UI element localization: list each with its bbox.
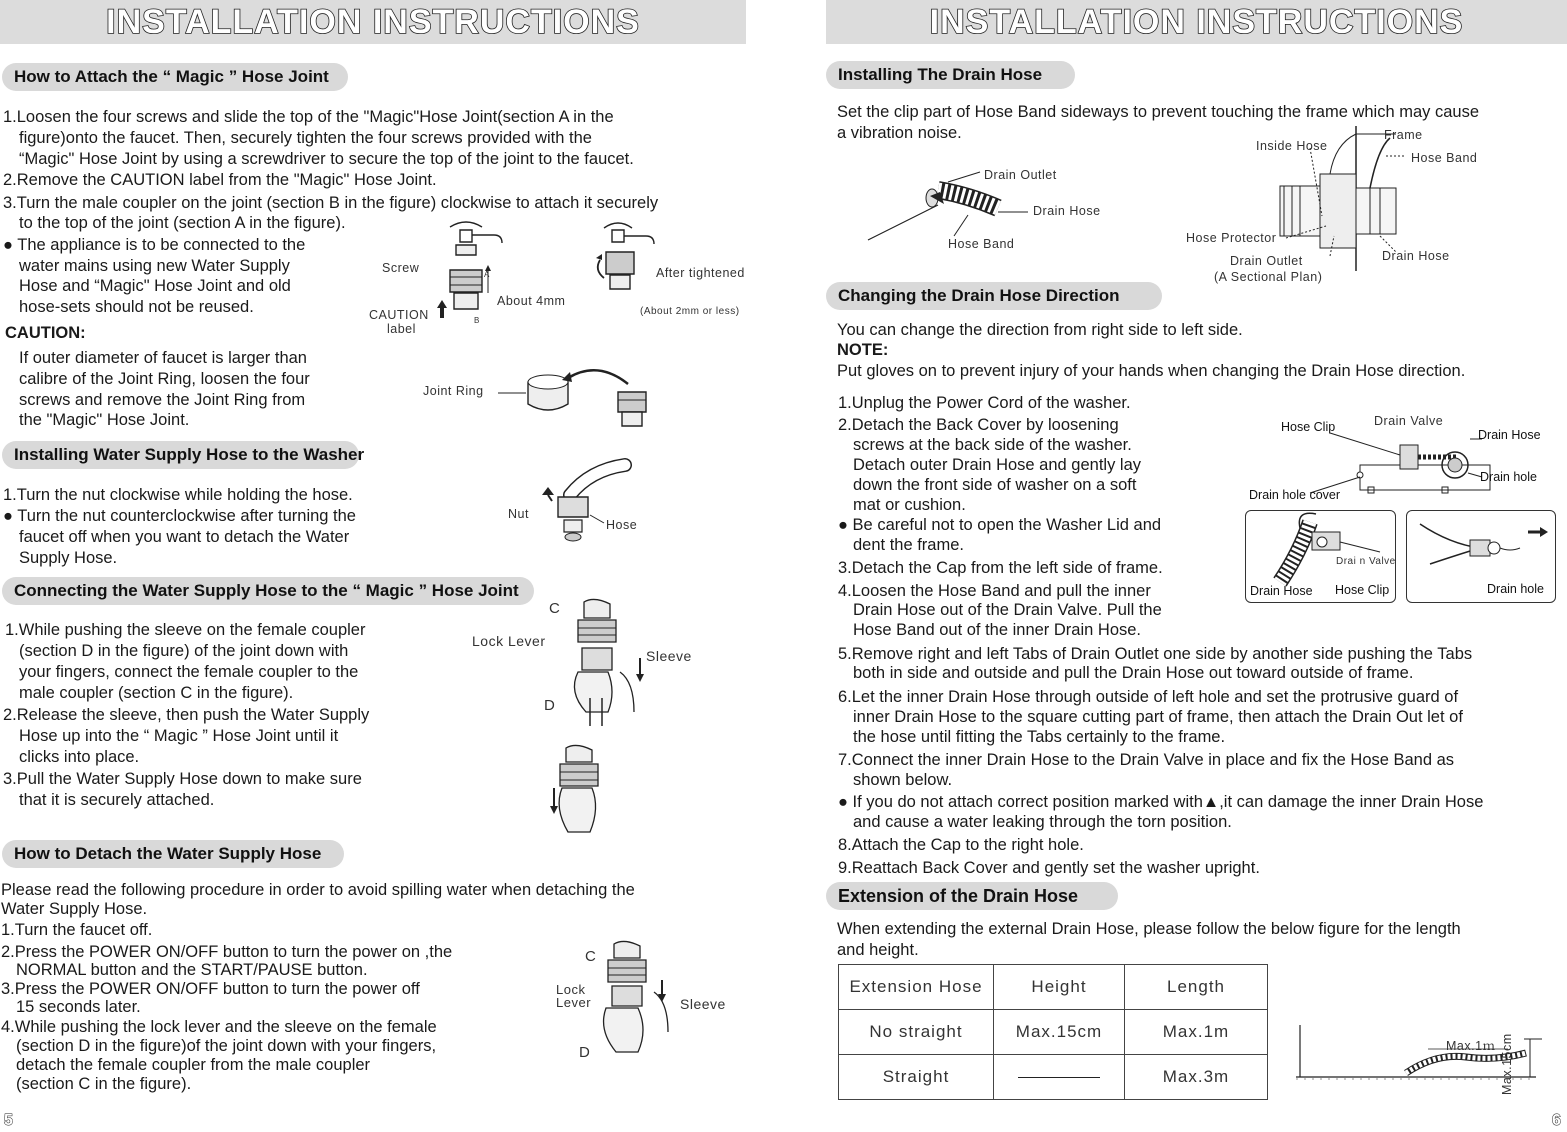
direction-step: 9.Reattach Back Cover and gently set the washer upright. (838, 859, 1260, 877)
up-arrow-icon (437, 300, 447, 318)
detach-lock-label: Lock (556, 982, 586, 997)
attach-line: figure)onto the faucet. Then, securely tighten the four screws provided with the (19, 129, 592, 147)
install-supply-line: Supply Hose. (19, 549, 118, 567)
direction-step: inner Drain Hose to the square cutting part of frame, then attach the Drain Out let of (853, 708, 1463, 726)
joint-ring-label: Joint Ring (423, 384, 484, 398)
attach-bullet: hose-sets should not be reused. (19, 298, 254, 316)
detach-line: (section D in the figure)of the joint down with your fingers, (16, 1037, 437, 1055)
extension-height-illustration (1296, 1025, 1556, 1095)
direction-step: 1.Unplug the Power Cord of the washer. (838, 394, 1131, 412)
hose-band-label: Hose Band (948, 237, 1015, 251)
dash-line (1018, 1077, 1100, 1078)
caution-line: screws and remove the Joint Ring from (19, 391, 306, 409)
table-cell-dash (994, 1055, 1125, 1100)
direction-step: 7.Connect the inner Drain Hose to the Drain Valve in place and fix the Hose Band as (838, 751, 1455, 769)
drain-hose-label-3: Drain Hose (1478, 428, 1541, 442)
joint-ring-illustration (498, 362, 658, 432)
attach-line: 3.Turn the male coupler on the joint (section B in the figure) clockwise to attach it securely (3, 194, 659, 212)
about-4mm-label: About 4mm (497, 294, 566, 308)
direction-step: ● Be careful not to open the Washer Lid and (838, 516, 1162, 534)
connect-line: (section D in the figure) of the joint down with (19, 642, 349, 660)
install-supply-line: 1.Turn the nut clockwise while holding the hose. (3, 486, 353, 504)
attach-bullet: Hose and “Magic" Hose Joint and old (19, 277, 291, 295)
left-banner (0, 0, 746, 44)
coupler-pull-illustration (548, 742, 618, 842)
connect-line: that it is securely attached. (19, 791, 215, 809)
direction-step: down the front side of washer on a soft (853, 476, 1137, 494)
install-supply-line: faucet off when you want to detach the Water (19, 528, 350, 546)
right-page-number: 6 (1552, 1112, 1561, 1129)
direction-step: 6.Let the inner Drain Hose through outside of left hole and set the protrusive guard of (838, 688, 1459, 706)
drain-hole-detail-illustration (1410, 514, 1550, 584)
direction-step: both in side and outside and pull the Drain Hose out toward outside of frame. (853, 664, 1414, 682)
direction-step: Hose Band out of the inner Drain Hose. (853, 621, 1142, 639)
coupler-detach-illustration (592, 940, 682, 1060)
direction-step: 3.Detach the Cap from the left side of frame. (838, 559, 1163, 577)
connect-line: 1.While pushing the sleeve on the female coupler (5, 621, 366, 639)
drain-hole-cover-label: Drain hole cover (1249, 488, 1341, 502)
direction-step: 4.Loosen the Hose Band and pull the inner (838, 582, 1151, 600)
detach-line: Please read the following procedure in order to avoid spilling water when detaching the (1, 881, 635, 899)
hose-clip-label-2: Hose Clip (1335, 583, 1390, 597)
attach-line: 2.Remove the CAUTION label from the "Magic" Hose Joint. (3, 171, 437, 189)
section-d-label: D (544, 697, 556, 714)
connect-header: Connecting the Water Supply Hose to the “ Magic ” Hose Joint (2, 577, 534, 605)
max-1m-label: Max.1ｍ (1446, 1039, 1496, 1053)
direction-step: and cause a water leaking through the torn position. (853, 813, 1232, 831)
drain-outlet-label-2: Drain Outlet (1230, 254, 1303, 268)
nut-hose-illustration (530, 455, 640, 550)
left-banner-title: INSTALLATION INSTRUCTIONS (106, 2, 640, 41)
direction-intro: You can change the direction from right side to left side. (837, 321, 1243, 339)
caution-title: CAUTION: (5, 324, 86, 342)
hose-clip-detail-illustration (1250, 512, 1390, 587)
detach-section-d-label: D (579, 1044, 591, 1061)
note-title: NOTE: (837, 341, 889, 359)
attach-line: 1.Loosen the four screws and slide the top of the "Magic"Hose Joint(section A in the (3, 108, 614, 126)
install-supply-header: Installing Water Supply Hose to the Washer (2, 441, 359, 469)
direction-step: 2.Detach the Back Cover by loosening (838, 416, 1119, 434)
caution-line: the "Magic" Hose Joint. (19, 411, 190, 429)
detach-line: Water Supply Hose. (1, 900, 148, 918)
drain-install-line: Set the clip part of Hose Band sideways to prevent touching the frame which may cause (837, 103, 1480, 121)
extension-line: and height. (837, 941, 919, 959)
after-tightened-label: After tightened (656, 266, 745, 280)
drain-hole-label: Drain hole (1480, 470, 1537, 484)
connect-line: male coupler (section C in the figure). (19, 684, 294, 702)
detach-section-c-label: C (585, 948, 597, 965)
caution-label-text: label (387, 322, 416, 336)
table-cell: Max.1m (1125, 1010, 1268, 1055)
sleeve-label: Sleeve (646, 648, 692, 664)
table-header-cell: Length (1125, 965, 1268, 1010)
connect-line: 2.Release the sleeve, then push the Water Supply (3, 706, 370, 724)
caution-line: If outer diameter of faucet is larger than (19, 349, 307, 367)
table-row (839, 1055, 1268, 1100)
drain-install-header: Installing The Drain Hose (826, 61, 1075, 89)
direction-step: dent the frame. (853, 536, 964, 554)
direction-step: screws at the back side of the washer. (853, 436, 1132, 454)
nut-label: Nut (508, 507, 529, 521)
direction-step: Drain Hose out of the Drain Valve. Pull the (853, 601, 1162, 619)
detach-line: 4.While pushing the lock lever and the sleeve on the female (1, 1018, 437, 1036)
lock-lever-label: Lock Lever (472, 633, 546, 649)
hose-label: Hose (606, 518, 638, 532)
direction-step: 5.Remove right and left Tabs of Drain Outlet one side by another side pushing the Tabs (838, 645, 1473, 663)
about-2mm-label: (About 2mm or less) (640, 306, 740, 317)
drain-install-line: a vibration noise. (837, 124, 962, 142)
hose-protector-label: Hose Protector (1186, 231, 1277, 245)
coupler-connect-illustration (560, 598, 650, 728)
attach-line: to the top of the joint (section A in the figure). (19, 214, 346, 232)
install-supply-line: ● Turn the nut counterclockwise after turning the (3, 507, 356, 525)
drain-hole-label-2: Drain hole (1487, 582, 1544, 596)
caution-line: calibre of the Joint Ring, loosen the four (19, 370, 310, 388)
detach-line: detach the female coupler from the male coupler (16, 1056, 371, 1074)
table-row (839, 1010, 1268, 1055)
table-header-cell: Extension Hose (839, 965, 994, 1010)
drain-hose-label-4: Drain Hose (1250, 584, 1313, 598)
drain-hose-label-2: Drain Hose (1382, 249, 1450, 263)
detach-line: (section C in the figure). (16, 1075, 192, 1093)
direction-step: the hose until fitting the Tabs certainly to the frame. (853, 728, 1226, 746)
detach-line: 1.Turn the faucet off. (1, 921, 153, 939)
max-15cm-label: Max.15cm (1500, 1033, 1514, 1095)
direction-step: ● If you do not attach correct position marked with▲,it can damage the inner Drain Hose (838, 793, 1484, 811)
inside-hose-label: Inside Hose (1256, 139, 1328, 153)
drain-valve-label: Drain Valve (1374, 414, 1444, 428)
attach-bullet: ● The appliance is to be connected to the (3, 236, 306, 254)
connect-line: Hose up into the “ Magic ” Hose Joint until it (19, 727, 339, 745)
extension-header: Extension of the Drain Hose (826, 882, 1118, 910)
detach-line: NORMAL button and the START/PAUSE button. (16, 961, 368, 979)
table-cell: No straight (839, 1010, 994, 1055)
detach-header: How to Detach the Water Supply Hose (2, 840, 344, 868)
drain-hose-label: Drain Hose (1033, 204, 1101, 218)
table-header-cell: Height (994, 965, 1125, 1010)
faucet-tightened-illustration (592, 220, 662, 310)
connect-line: clicks into place. (19, 748, 140, 766)
drain-outlet-label: Drain Outlet (984, 168, 1057, 182)
detach-line: 15 seconds later. (16, 998, 141, 1016)
table-cell: Max.15cm (994, 1010, 1125, 1055)
frame-label: Frame (1384, 128, 1423, 142)
detach-lever-label: Lever (556, 995, 592, 1010)
sectional-plan-label: (A Sectional Plan) (1214, 270, 1323, 284)
attach-bullet: water mains using new Water Supply (19, 257, 290, 275)
detach-sleeve-label: Sleeve (680, 996, 726, 1012)
direction-step: mat or cushion. (853, 496, 966, 514)
section-b-label: B (474, 316, 480, 325)
direction-step: Detach outer Drain Hose and gently lay (853, 456, 1141, 474)
detach-line: 3.Press the POWER ON/OFF button to turn the power off (1, 980, 420, 998)
section-a-label: A (484, 270, 490, 279)
hose-clip-label: Hose Clip (1281, 420, 1336, 434)
caution-label-text: CAUTION (369, 308, 429, 322)
faucet-joint-illustration (420, 215, 510, 325)
section-c-label: C (549, 600, 561, 617)
right-banner (826, 0, 1567, 44)
right-banner-title: INSTALLATION INSTRUCTIONS (929, 2, 1464, 41)
connect-line: 3.Pull the Water Supply Hose down to make sure (3, 770, 362, 788)
extension-table (838, 964, 1268, 1100)
direction-step: shown below. (853, 771, 953, 789)
left-page-number: 5 (4, 1112, 13, 1129)
table-cell: Max.3m (1125, 1055, 1268, 1100)
screw-label: Screw (382, 261, 420, 275)
note-text: Put gloves on to prevent injury of your hands when changing the Drain Hose direction. (837, 362, 1466, 380)
table-cell: Straight (839, 1055, 994, 1100)
direction-step: 8.Attach the Cap to the right hole. (838, 836, 1084, 854)
connect-line: your fingers, connect the female coupler to the (19, 663, 359, 681)
extension-line: When extending the external Drain Hose, please follow the below figure for the length (837, 920, 1461, 938)
direction-header: Changing the Drain Hose Direction (826, 282, 1162, 310)
detach-line: 2.Press the POWER ON/OFF button to turn the power on ,the (1, 943, 453, 961)
attach-line: “Magic" Hose Joint by using a screwdriver to secure the top of the joint to the faucet. (19, 150, 634, 168)
drain-valve-label-2: Drai n Valve (1336, 556, 1396, 567)
hose-band-label-2: Hose Band (1411, 151, 1478, 165)
attach-header: How to Attach the “ Magic ” Hose Joint (2, 63, 348, 91)
